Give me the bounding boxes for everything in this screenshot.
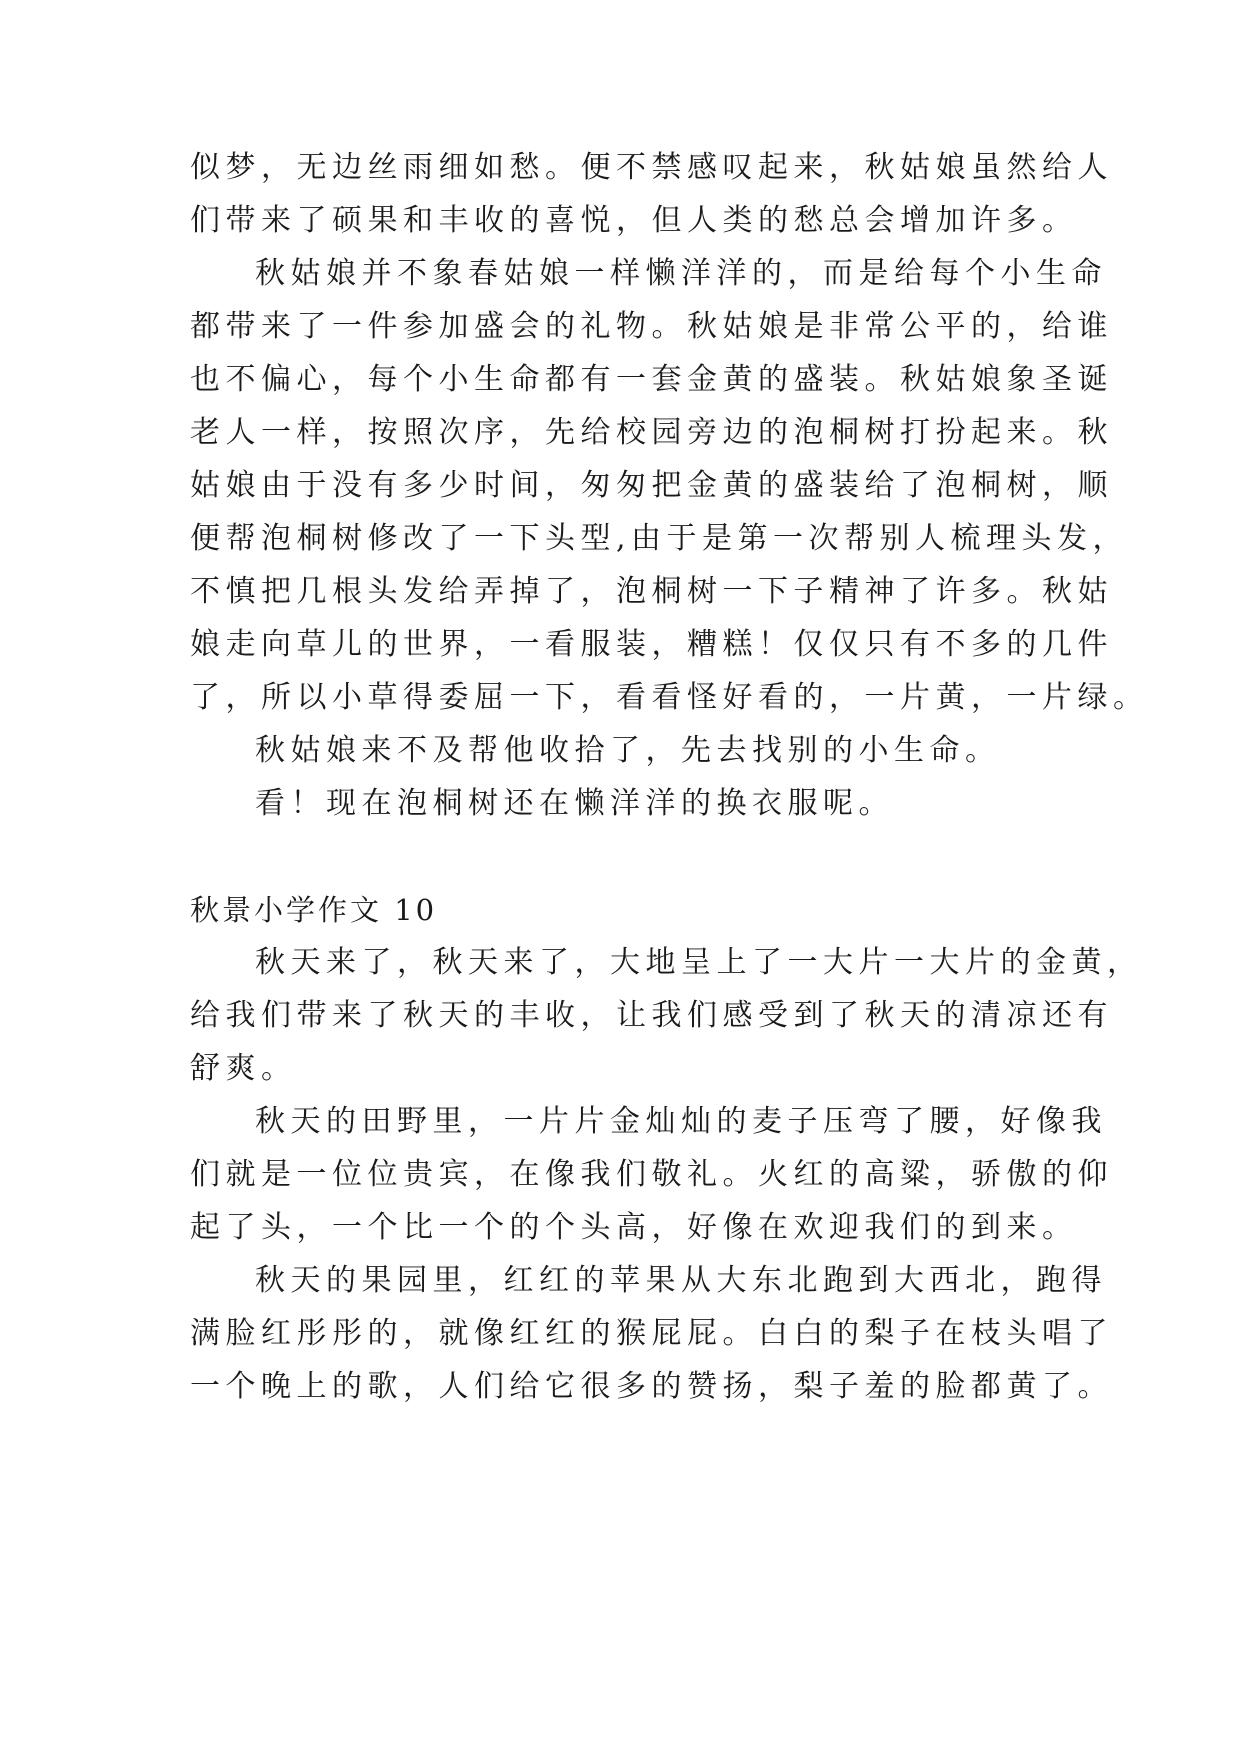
text-line: 不慎把几根头发给弄掉了，泡桐树一下子精神了许多。秋姑 (190, 574, 1113, 609)
paragraph-start-line: 秋天的田野里，一片片金灿灿的麦子压弯了腰，好像我 (255, 1104, 1107, 1139)
text-line: 了，所以小草得委屈一下，看看怪好看的，一片黄，一片绿。 (190, 680, 1149, 715)
text-line: 老人一样，按照次序，先给校园旁边的泡桐树打扮起来。秋 (190, 415, 1113, 450)
text-line: 起了头，一个比一个的个头高，好像在欢迎我们的到来。 (190, 1210, 1078, 1245)
text-line: 舒爽。 (190, 1051, 297, 1086)
section-heading: 秋景小学作文 10 (190, 893, 438, 927)
paragraph-start-line: 看！现在泡桐树还在懒洋洋的换衣服呢。 (255, 786, 894, 821)
text-line: 便帮泡桐树修改了一下头型,由于是第一次帮别人梳理头发， (190, 521, 1129, 556)
paragraph-start-line: 秋姑娘并不象春姑娘一样懒洋洋的，而是给每个小生命 (255, 256, 1107, 291)
paragraph-start-line: 秋天的果园里，红红的苹果从大东北跑到大西北，跑得 (255, 1263, 1107, 1298)
text-line: 娘走向草儿的世界，一看服装，糟糕！仅仅只有不多的几件 (190, 627, 1113, 662)
paragraph-start-line: 秋姑娘来不及帮他收拾了，先去找别的小生命。 (255, 733, 1001, 768)
text-line: 满脸红彤彤的，就像红红的猴屁屁。白白的梨子在枝头唱了 (190, 1316, 1113, 1351)
text-line: 也不偏心，每个小生命都有一套金黄的盛装。秋姑娘象圣诞 (190, 362, 1113, 397)
paragraph-start-line: 秋天来了，秋天来了，大地呈上了一大片一大片的金黄， (255, 945, 1143, 980)
text-line: 给我们带来了秋天的丰收，让我们感受到了秋天的清凉还有 (190, 998, 1113, 1033)
text-line: 们就是一位位贵宾，在像我们敬礼。火红的高粱，骄傲的仰 (190, 1157, 1113, 1192)
text-line: 一个晚上的歌，人们给它很多的赞扬，梨子羞的脸都黄了。 (190, 1369, 1113, 1404)
text-line: 们带来了硕果和丰收的喜悦，但人类的愁总会增加许多。 (190, 203, 1078, 238)
text-line: 都带来了一件参加盛会的礼物。秋姑娘是非常公平的，给谁 (190, 309, 1113, 344)
text-line: 似梦，无边丝雨细如愁。便不禁感叹起来，秋姑娘虽然给人 (190, 150, 1113, 185)
text-line: 姑娘由于没有多少时间，匆匆把金黄的盛装给了泡桐树，顺 (190, 468, 1113, 503)
